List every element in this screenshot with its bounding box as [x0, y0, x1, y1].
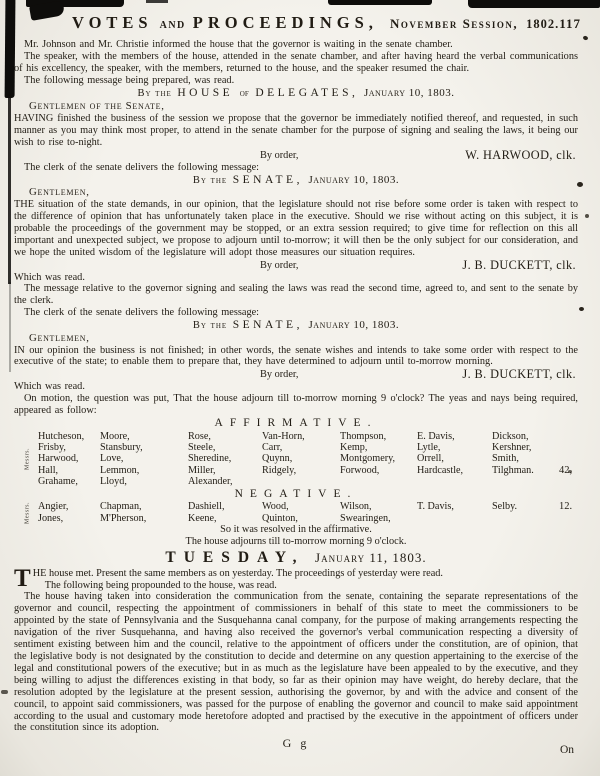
header-title-and: AND	[159, 20, 186, 31]
drop-cap: T	[14, 564, 31, 592]
paragraph-message-relative: The message relative to the governor signing and sealing the laws was read the second time, agreed to, and sent to the senate by the clerk.	[14, 283, 578, 307]
delegate-name: Dickson,	[492, 430, 529, 442]
delegate-name: Carr,	[262, 441, 283, 453]
scan-edge-left-line	[8, 94, 11, 284]
affirmative-heading: AFFIRMATIVE.	[214, 417, 378, 430]
delegate-name: Steele,	[188, 441, 216, 453]
delegate-name: Harwood,	[38, 453, 79, 465]
ink-speck	[579, 307, 584, 311]
delegate-name: Chapman,	[100, 501, 142, 513]
delegate-name: Dashiell,	[188, 501, 225, 513]
delegate-name: Lytle,	[417, 441, 441, 453]
delegate-name: Miller,	[188, 464, 216, 476]
header-session: November Session,	[389, 16, 519, 31]
delegate-name: Forwood,	[340, 464, 380, 476]
paragraph-which-was-read: Which was read.	[14, 271, 85, 283]
delegate-name: Thompson,	[340, 430, 387, 442]
dateline-date: January 10, 1803.	[308, 319, 400, 332]
delegate-name: Wood,	[262, 501, 289, 513]
delegate-name: T. Davis,	[417, 501, 454, 513]
messrs-label: Messrs.	[24, 448, 31, 471]
by-order-label: By order,	[260, 149, 299, 161]
header-title-votes: VOTES	[72, 13, 153, 32]
paragraph-house-met: HE house met. Present the same members as on yesterday. The proceedings of yesterday were read.	[32, 567, 443, 579]
delegate-name: Keene,	[188, 512, 217, 524]
delegate-name: Swearingen,	[340, 512, 391, 524]
scan-edge-top-segment	[468, 0, 600, 8]
negative-heading: NEGATIVE.	[234, 487, 358, 500]
dateline-senate-1	[14, 174, 578, 188]
dateline-by-the: By the	[192, 320, 228, 332]
ink-speck	[1, 690, 8, 694]
delegate-name: Lloyd,	[100, 476, 127, 488]
by-order-label: By order,	[260, 259, 299, 271]
messrs-label: Messrs.	[24, 501, 31, 524]
delegate-name: Tilghman.	[492, 464, 534, 476]
delegate-name: Kershner,	[492, 441, 532, 453]
page-content	[14, 13, 581, 764]
scan-edge-top-segment	[146, 0, 168, 3]
dateline-senate-name: SENATE,	[232, 319, 303, 332]
signature-mark: G g	[282, 736, 310, 751]
delegate-name: Hutcheson,	[38, 430, 85, 442]
delegate-name: Love,	[100, 453, 124, 465]
dateline-delegates-name: DELEGATES,	[255, 86, 359, 99]
paragraph-speaker: The speaker, with the members of the house, attended in the senate chamber, and after having heard the verbal communications of his excellency, the speaker, with the members, returned to the house, and the speaker resumed the chair.	[14, 50, 578, 74]
delegate-name: Selby.	[492, 501, 518, 513]
header-year: 1802.	[526, 17, 560, 31]
delegate-name: Quinton,	[262, 512, 298, 524]
tuesday-date: January 11, 1803.	[315, 549, 427, 565]
delegate-name: Moore,	[100, 430, 130, 442]
by-order-label: By order,	[260, 369, 299, 381]
by-order-line	[14, 149, 578, 162]
salutation-gentlemen: Gentlemen,	[29, 331, 90, 344]
tuesday-heading	[14, 548, 578, 566]
dateline-date: January 10, 1803.	[363, 86, 455, 99]
clerk-signature-harwood: W. HARWOOD, clk.	[465, 147, 576, 162]
paragraph-propounded: The following being propounded to the house, was read.	[44, 579, 277, 591]
clerk-signature-duckett: J. B. DUCKETT, clk.	[462, 257, 576, 272]
paragraph-question-put: On motion, the question was put, That the house adjourn till to-morrow morning 9 o'clock? The yeas and nays being required, appeared as follow:	[14, 393, 578, 417]
delegate-name: Ridgely,	[262, 464, 297, 476]
salutation-gentlemen-of-senate: Gentlemen of the Senate,	[29, 100, 165, 113]
tuesday-opening	[14, 564, 578, 592]
dateline-house	[14, 87, 578, 102]
delegate-name: Hardcastle,	[417, 464, 464, 476]
catchword: On	[559, 744, 574, 757]
dateline-house-name: HOUSE	[177, 86, 234, 99]
dateline-by-the: By the	[137, 87, 172, 99]
affirmative-grid	[24, 430, 578, 488]
running-head	[14, 13, 581, 32]
by-order-line	[14, 259, 578, 272]
page-footer	[14, 738, 578, 764]
paragraph-resolution: The house having taken into consideration the communication from the senate, containing the separate representations of the governor and council, respecting the appointment of commissioners in behalf of this state to meet the commissioners to be appointed by the state of Pennsylvania and the Susquehanna canal company, for the purpose of making arrangements respecting the navigation of the river Susquehanna, and having also received the governor's verbal communication respecting a diversity of sentiment existing between him and the council, relative to the appointment of officers under the constitution, are of opinion, that the legislative body is not designated by the constitution to decide and determine on any question appertaining to the exercise of the legal and constitutional powers of the executive; but in as much as the legislature have been appealed to by the executive, and they being willing to adjust the differences existing in that body, so far as their opinion may have weight, do hereby declare, that the resolution adopted by the legislature at the present session, authorising the governor, by and with the advice and consent of the council, to appoint said commissioners, was passed for the purpose of enabling the governor and council to make said appointment according to the usual and customary mode heretofore adopted and practised by the executive in the appointment of officers under the constitution since its adoption.	[14, 591, 579, 734]
delegate-name: Stansbury,	[100, 441, 143, 453]
delegate-name: Hall,	[38, 464, 59, 476]
clerk-signature-duckett: J. B. DUCKETT, clk.	[462, 367, 576, 382]
delegate-name: Smith,	[492, 453, 519, 465]
message-opinion: IN our opinion the business is not finished; in other words, the senate wishes and intends to take some order with respect to the executive of the state; to enable them to prepare that, they have determined to adjourn until to-morrow morning.	[14, 344, 578, 368]
scan-edge-left-faint-line	[9, 282, 11, 372]
delegate-name: Wilson,	[340, 501, 372, 513]
ink-speck	[585, 214, 589, 218]
paragraph-clerk-delivers: The clerk of the senate delivers the following message:	[24, 307, 260, 319]
delegate-name: Orrell,	[417, 453, 444, 465]
negative-count: 12.	[559, 501, 573, 513]
delegate-name: Sheredine,	[188, 453, 232, 465]
dateline-senate-2	[14, 319, 578, 333]
delegate-name: Angier,	[38, 501, 69, 513]
negative-grid	[24, 501, 578, 524]
delegate-name: Grahame,	[38, 476, 78, 488]
delegate-name: Montgomery,	[340, 453, 396, 465]
dateline-date: January 10, 1803.	[308, 173, 400, 186]
by-order-line	[14, 368, 578, 381]
delegate-name: Alexander,	[188, 476, 233, 488]
ink-speck	[582, 35, 588, 40]
delegate-name: Van-Horn,	[262, 430, 305, 442]
adjourn-line: The house adjourns till to-morrow morning 9 o'clock.	[185, 535, 407, 547]
delegate-name: Frisby,	[38, 441, 66, 453]
delegate-name: Quynn,	[262, 453, 293, 465]
paragraph-clerk-delivers: The clerk of the senate delivers the following message:	[24, 161, 260, 173]
header-title-proceedings: PROCEEDINGS,	[192, 13, 378, 32]
paragraph-informed: Mr. Johnson and Mr. Christie informed the house that the governor is waiting in the senate chamber.	[24, 38, 453, 50]
resolved-line: So it was resolved in the affirmative.	[220, 523, 372, 535]
message-situation: THE situation of the state demands, in our opinion, that the legislature should not rise before some order is taken with respect to the difference of opinion that has unfortunately taken place in the executive. Should we rise without acting on this subject, it is probable the proceedings of the government may be stopped, or an extra session required; to give time for reflection on this all important and unexpected subject, we propose to adjourn until to-morrow; it will then be the only subject for our consideration, and we hope the united wisdom of the legislature will adopt those measures our situation requires.	[14, 198, 578, 258]
message-having-finished: HAVING finished the business of the session we propose that the governor be immediately notified thereof, and requested, in such manner as you may think most proper, to attend in the senate chamber for the purpose of signing and sealing the laws, it being our wish to rise to-night.	[14, 112, 578, 148]
page-number: 117	[559, 16, 581, 31]
delegate-name: Rose,	[188, 430, 211, 442]
salutation-gentlemen: Gentlemen,	[29, 186, 90, 199]
dateline-senate-name: SENATE,	[232, 173, 303, 186]
delegate-name: M'Pherson,	[100, 512, 147, 524]
tuesday-day: TUESDAY,	[165, 548, 305, 566]
delegate-name: E. Davis,	[417, 430, 455, 442]
delegate-name: Kemp,	[340, 441, 368, 453]
paragraph-which-was-read: Which was read.	[14, 381, 85, 393]
delegate-name: Lemmon,	[100, 464, 140, 476]
paragraph-message-prepared: The following message being prepared, was read.	[24, 74, 235, 86]
delegate-name: Jones,	[38, 512, 64, 524]
dateline-of: of	[239, 88, 249, 99]
dateline-by-the: By the	[192, 174, 228, 186]
scan-edge-top-segment	[328, 0, 432, 5]
affirmative-count: 42,	[559, 464, 573, 476]
